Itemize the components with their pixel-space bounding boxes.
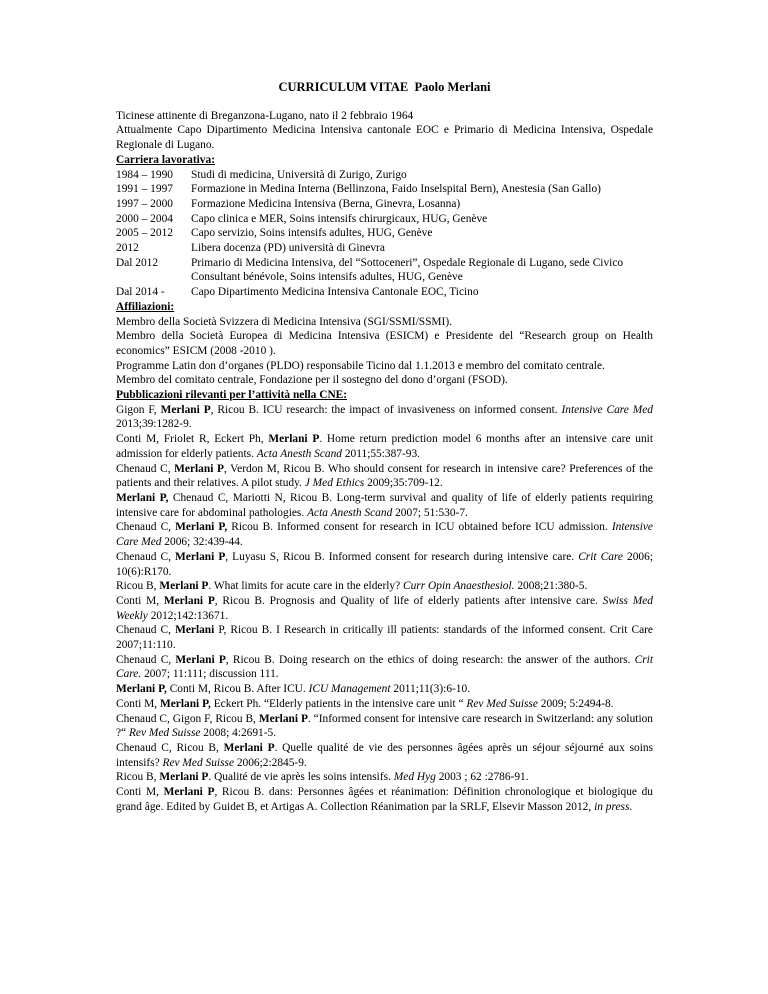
publication-item	[116, 550, 653, 579]
publication-citation: 2003 ; 62 :2786-91.	[435, 771, 529, 784]
career-description: Primario di Medicina Intensiva, del “Sottoceneri”, Ospedale Regionale di Lugano, sede Civico	[191, 256, 624, 269]
publication-item	[116, 432, 653, 461]
publication-title: , Verdon M, Ricou B. Who should consent for research in intensive care? Preferences of the patients and their relatives. A pilot study.	[116, 462, 653, 490]
publication-item	[116, 520, 653, 549]
publication-journal: Intensive Care Med	[116, 521, 653, 549]
publication-authors: Conti M,	[116, 786, 164, 799]
publication-authors: Chenaud C,	[116, 653, 176, 666]
career-row	[116, 270, 653, 285]
career-years: 1984 – 1990	[116, 168, 173, 181]
publication-citation: 2011;55:387-93.	[341, 447, 421, 460]
publication-citation: 2012;142:13671.	[147, 609, 229, 622]
publication-item	[116, 682, 653, 697]
career-heading: Carriera lavorativa:	[116, 153, 215, 166]
publication-item	[116, 403, 653, 432]
publication-citation: 2008;21:380-5.	[514, 580, 588, 593]
career-description: Libera docenza (PD) università di Ginevra	[191, 242, 385, 255]
publication-title: P, Ricou B. I Research in critically ill patients: standards of the informed consent. Crit Care 2007;11:110.	[116, 624, 653, 652]
publication-journal: J Med Ethics	[304, 477, 365, 490]
publication-citation: 2006; 32:439-44.	[161, 536, 243, 549]
intro-position: Attualmente Capo Dipartimento Medicina Intensiva cantonale EOC e Primario di Medicina Intensiva, Ospedale Regionale di Lugano.	[116, 124, 653, 152]
publication-item	[116, 491, 653, 520]
publication-title: , Ricou B. Prognosis and Quality of life of elderly patients after intensive care.	[214, 594, 603, 607]
title-prefix: CURRICULUM VITAE	[278, 80, 409, 94]
affiliation-item: Programme Latin don d’organes (PLDO) responsabile Ticino dal 1.1.2013 e membro del comitato centrale.	[116, 359, 605, 372]
publication-author-highlight: Merlani P,	[160, 697, 211, 710]
publication-title: , Luyasu S, Ricou B. Informed consent for research during intensive care.	[225, 550, 579, 563]
publication-author-highlight: Merlani P	[163, 786, 215, 799]
career-years: Dal 2012	[116, 256, 159, 269]
career-years: 1991 – 1997	[116, 183, 173, 196]
publication-item	[116, 579, 653, 594]
page-title	[116, 80, 653, 95]
publication-title: Chenaud C, Mariotti N, Ricou B. Long-term survival and quality of life of elderly patients requiring intensive care for abdominal pathologies.	[116, 491, 653, 519]
publication-authors: Chenaud C,	[116, 624, 176, 637]
publication-author-highlight: Merlani P	[174, 462, 224, 475]
publication-journal: Rev Med Suisse	[466, 697, 538, 710]
publication-journal: in press	[594, 800, 630, 813]
career-description: Formazione Medicina Intensiva (Berna, Ginevra, Losanna)	[191, 197, 461, 210]
career-years	[116, 270, 191, 285]
publication-item	[116, 594, 653, 623]
publication-item	[116, 741, 653, 770]
publication-citation: 2013;39:1282-9.	[116, 418, 192, 431]
publication-authors: Chenaud C,	[116, 550, 176, 563]
publication-author-highlight: Merlani P	[163, 594, 215, 607]
publication-journal: Rev Med Suisse	[162, 756, 234, 769]
intro-birth: Ticinese attinente di Breganzona-Lugano, nato il 2 febbraio 1964	[116, 109, 414, 122]
publication-journal: Crit Care.	[116, 653, 653, 681]
title-name: Paolo Merlani	[414, 80, 491, 94]
career-years: 2000 – 2004	[116, 212, 173, 225]
career-row	[116, 256, 653, 271]
career-years: 2005 – 2012	[116, 227, 173, 240]
career-row	[116, 212, 653, 227]
publication-author-highlight: Merlani P	[159, 580, 209, 593]
career-description: Capo Dipartimento Medicina Intensiva Cantonale EOC, Ticino	[191, 286, 479, 299]
publication-title: . What limits for acute care in the elderly?	[208, 580, 404, 593]
publication-citation: 2009;35:709-12.	[364, 477, 443, 490]
career-row	[116, 226, 653, 241]
publication-authors: Chenaud C, Ricou B,	[116, 741, 224, 754]
career-description: Formazione in Medina Interna (Bellinzona, Faido Inselspital Bern), Anestesia (San Gallo)	[191, 183, 601, 196]
publication-citation: 2006; 10(6):R170.	[116, 550, 653, 578]
publication-author-highlight: Merlani P,	[116, 491, 169, 504]
publication-item	[116, 623, 653, 652]
affiliations-heading: Affiliazioni:	[116, 300, 175, 313]
publication-authors: Gigon F,	[116, 403, 161, 416]
publication-authors: Ricou B,	[116, 771, 160, 784]
publication-authors: Conti M, Friolet R, Eckert Ph,	[116, 433, 269, 446]
publication-author-highlight: Merlani P	[160, 403, 211, 416]
publication-citation: 2007; 11:111; discussion 111.	[141, 668, 279, 681]
publication-authors: Chenaud C, Gigon F, Ricou B,	[116, 712, 259, 725]
career-description: Capo servizio, Soins intensifs adultes, HUG, Genève	[191, 227, 433, 240]
publication-citation: 2007; 51:530-7.	[392, 506, 468, 519]
career-description: Studi di medicina, Università di Zurigo, Zurigo	[191, 168, 407, 181]
publication-author-highlight: Merlani P,	[116, 683, 167, 696]
career-years: Dal 2014 -	[116, 286, 165, 299]
affiliation-item: Membro del comitato centrale, Fondazione per il sostegno del dono d’organi (FSOD).	[116, 374, 508, 387]
career-list	[116, 168, 653, 300]
publication-citation: 2006;2:2845-9.	[234, 756, 307, 769]
publication-authors: Ricou B,	[116, 580, 160, 593]
publication-citation: 2011;11(3):6-10.	[390, 683, 471, 696]
publication-author-highlight: Merlani	[175, 624, 215, 637]
publication-title: Ricou B. Informed consent for research in ICU obtained before ICU admission.	[227, 521, 612, 534]
publication-journal: Acta Anesth Scand	[307, 506, 393, 519]
career-row	[116, 285, 653, 300]
affiliation-item: Membro della Società Europea di Medicina Intensiva (ESICM) e Presidente del “Research group on Health economics” ESICM (2008 -2010 ).	[116, 330, 653, 357]
publication-journal: Intensive Care Med	[561, 403, 654, 416]
publication-title: Conti M, Ricou B. After ICU.	[166, 683, 309, 696]
publication-authors: Chenaud C,	[116, 462, 175, 475]
publication-authors: Conti M,	[116, 697, 160, 710]
publication-journal: Crit Care	[578, 550, 623, 563]
career-description: Consultant bénévole, Soins intensifs adultes, HUG, Genève	[191, 271, 463, 284]
publication-journal: Swiss Med Weekly	[116, 594, 653, 622]
publications-list	[116, 403, 653, 815]
publication-journal: Acta Anesth Scand	[256, 447, 342, 460]
career-description: Capo clinica e MER, Soins intensifs chirurgicaux, HUG, Genève	[191, 212, 488, 225]
publication-author-highlight: Merlani P	[175, 550, 226, 563]
publication-author-highlight: Merlani P	[175, 653, 226, 666]
publication-title: , Ricou B. ICU research: the impact of invasiveness on informed consent.	[210, 403, 562, 416]
affiliation-item: Membro della Società Svizzera di Medicina Intensiva (SGI/SSMI/SSMI).	[116, 315, 452, 328]
publication-item	[116, 462, 653, 491]
publication-item	[116, 697, 653, 712]
publication-author-highlight: Merlani P	[258, 712, 308, 725]
publication-title: . Qualité de vie après les soins intensifs.	[208, 771, 394, 784]
publication-journal: ICU Management	[308, 683, 391, 696]
publication-journal: Rev Med Suisse	[128, 727, 201, 740]
publication-journal: Curr Opin Anaesthesiol.	[403, 580, 515, 593]
publication-citation: .	[629, 800, 633, 813]
publications-heading: Pubblicazioni rilevanti per l’attività nella CNE:	[116, 389, 348, 402]
cv-page	[116, 80, 653, 814]
publication-item	[116, 770, 653, 785]
publication-title: , Ricou B. Doing research on the ethics of doing research: the answer of the authors.	[225, 653, 635, 666]
publication-item	[116, 653, 653, 682]
publication-citation: 2009; 5:2494-8.	[537, 697, 614, 710]
publication-title: Eckert Ph. “Elderly patients in the intensive care unit “	[210, 697, 467, 710]
publication-citation: 2008; 4:2691-5.	[200, 727, 277, 740]
publication-authors: Conti M,	[116, 594, 164, 607]
publication-item	[116, 785, 653, 814]
career-years: 1997 – 2000	[116, 197, 173, 210]
publication-author-highlight: Merlani P	[223, 741, 275, 754]
publication-journal: Med Hyg	[393, 771, 436, 784]
affiliations-list	[116, 315, 653, 389]
career-row	[116, 197, 653, 212]
publication-author-highlight: Merlani P	[268, 433, 320, 446]
publication-title: . “Informed consent for intensive care research in Switzerland: any solution ?“	[116, 712, 653, 740]
publication-author-highlight: Merlani P,	[175, 521, 228, 534]
career-row	[116, 182, 653, 197]
publication-author-highlight: Merlani P	[159, 771, 209, 784]
publication-item	[116, 712, 653, 741]
career-row	[116, 168, 653, 183]
publication-title: . Home return prediction model 6 months after an intensive care unit admission for elderly patients.	[116, 433, 653, 460]
publication-title: , Ricou B. dans: Personnes âgées et réanimation: Définition chronologique et biologique du grand âge. Edited by Guidet B, et Artigas A. Collection Réanimation par la SRLF, Elsevir Masson 2012,	[116, 786, 653, 813]
career-row	[116, 241, 653, 256]
publication-title: . Quelle qualité de vie des personnes âgées après un séjour séjourné aux soins intensifs?	[116, 741, 654, 769]
publication-authors: Chenaud C,	[116, 521, 176, 534]
career-years: 2012	[116, 242, 139, 255]
